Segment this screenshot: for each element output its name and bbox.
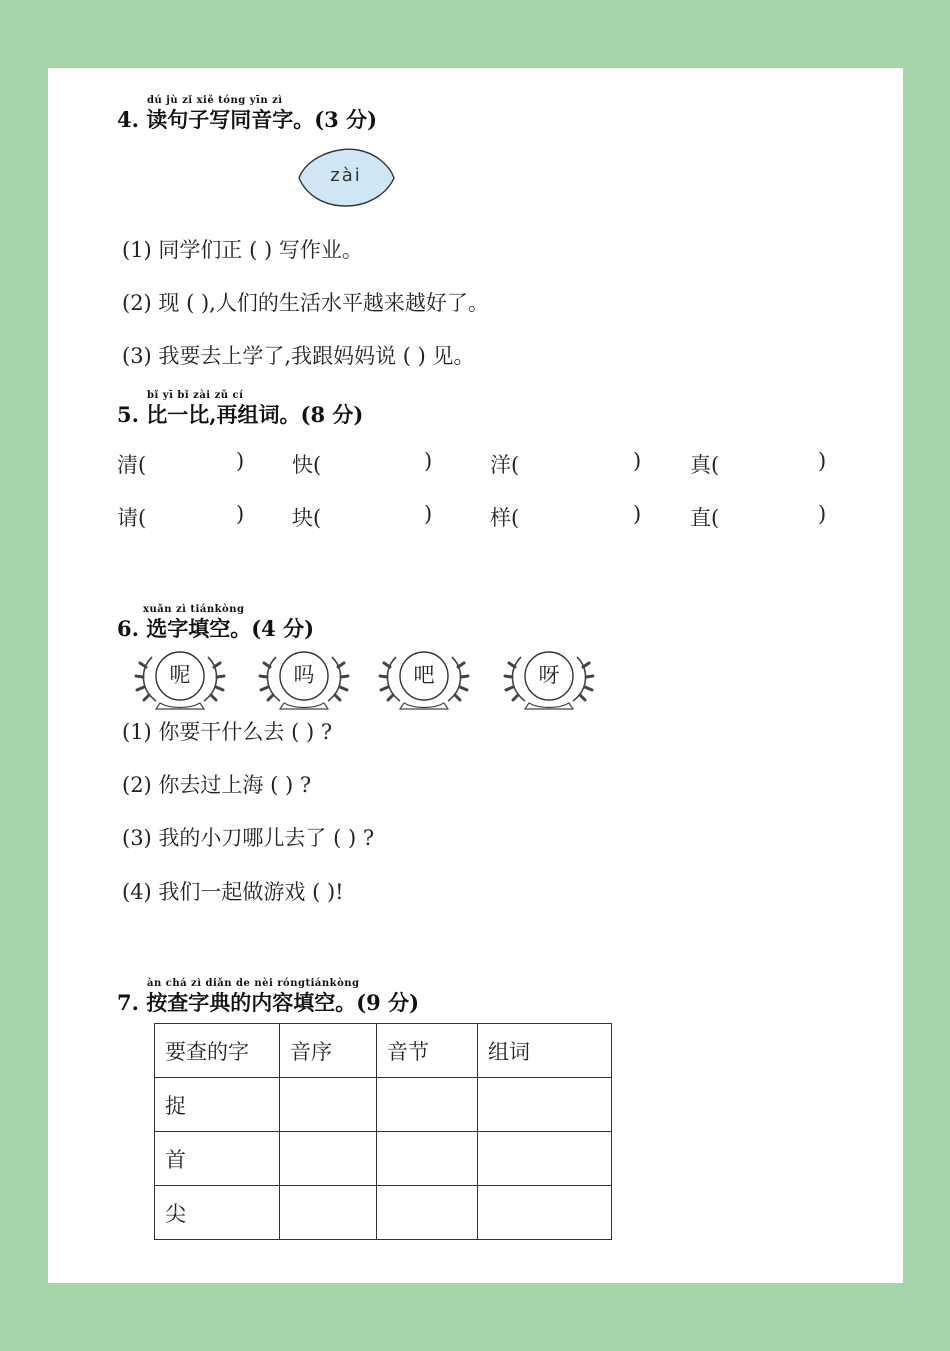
q6-line-1: (1) 你要干什么去 ( ) ? bbox=[122, 720, 333, 744]
table-answer-cell[interactable] bbox=[478, 1132, 612, 1186]
wreath-option bbox=[132, 647, 228, 713]
q6-title: 6. 选字填空。(4 分) bbox=[117, 616, 315, 641]
q5-word-cell: 清( bbox=[117, 453, 147, 477]
q5-close-paren: ) bbox=[818, 502, 827, 526]
wreath-option-char: 吗 bbox=[293, 663, 315, 687]
q5-word-cell: 真( bbox=[690, 453, 720, 477]
q5-word-cell: 洋( bbox=[490, 453, 520, 477]
table-header-row bbox=[155, 1024, 612, 1078]
q5-close-paren: ) bbox=[818, 449, 827, 473]
table-header-cell: 音节 bbox=[377, 1024, 478, 1078]
table-header-cell: 音序 bbox=[280, 1024, 377, 1078]
q4-title: 4. 读句子写同音字。(3 分) bbox=[117, 107, 378, 132]
q5-close-paren: ) bbox=[424, 449, 433, 473]
table-char-cell: 首 bbox=[155, 1132, 280, 1186]
wreath-option bbox=[376, 647, 472, 713]
pinyin-bubble bbox=[296, 144, 396, 208]
q7-title: 7. 按查字典的内容填空。(9 分) bbox=[117, 990, 420, 1015]
q6-line-2: (2) 你去过上海 ( ) ? bbox=[122, 773, 312, 797]
q5-pinyin: bǐ yī bǐ zài zǔ cí bbox=[147, 390, 244, 401]
q6-line-3: (3) 我的小刀哪儿去了 ( ) ? bbox=[122, 826, 375, 850]
table-char-cell: 捉 bbox=[155, 1078, 280, 1132]
q4-line-3: (3) 我要去上学了,我跟妈妈说 ( ) 见。 bbox=[122, 344, 475, 368]
wreath-option-char: 呢 bbox=[169, 663, 191, 687]
table-answer-cell[interactable] bbox=[280, 1078, 377, 1132]
q5-word-cell: 样( bbox=[490, 506, 520, 530]
wreath-option bbox=[256, 647, 352, 713]
table-header-cell: 要查的字 bbox=[155, 1024, 280, 1078]
q6-line-4: (4) 我们一起做游戏 ( )! bbox=[122, 880, 344, 904]
q4-line-2: (2) 现 ( ),人们的生活水平越来越好了。 bbox=[122, 291, 489, 315]
table-answer-cell[interactable] bbox=[478, 1186, 612, 1240]
table-answer-cell[interactable] bbox=[377, 1132, 478, 1186]
q4-pinyin: dú jù zǐ xiě tóng yīn zì bbox=[147, 95, 283, 106]
table-answer-cell[interactable] bbox=[377, 1186, 478, 1240]
table-row bbox=[155, 1078, 612, 1132]
q5-word-cell: 请( bbox=[117, 506, 147, 530]
wreath-option-char: 呀 bbox=[538, 663, 560, 687]
table-char-cell: 尖 bbox=[155, 1186, 280, 1240]
table-answer-cell[interactable] bbox=[377, 1078, 478, 1132]
table-header-cell: 组词 bbox=[478, 1024, 612, 1078]
wreath-option bbox=[501, 647, 597, 713]
table-row bbox=[155, 1132, 612, 1186]
dictionary-table bbox=[154, 1023, 612, 1240]
q6-pinyin: xuǎn zì tiánkòng bbox=[143, 604, 245, 615]
q5-close-paren: ) bbox=[236, 449, 245, 473]
q5-close-paren: ) bbox=[424, 502, 433, 526]
wreath-option-char: 吧 bbox=[413, 663, 435, 687]
q5-word-cell: 直( bbox=[690, 506, 720, 530]
table-answer-cell[interactable] bbox=[280, 1186, 377, 1240]
q5-word-cell: 块( bbox=[292, 506, 322, 530]
q5-close-paren: ) bbox=[236, 502, 245, 526]
bubble-pinyin-text: zài bbox=[330, 165, 362, 186]
q5-close-paren: ) bbox=[633, 449, 642, 473]
q5-title: 5. 比一比,再组词。(8 分) bbox=[117, 402, 364, 427]
q5-word-cell: 快( bbox=[292, 453, 322, 477]
table-answer-cell[interactable] bbox=[280, 1132, 377, 1186]
q5-close-paren: ) bbox=[633, 502, 642, 526]
q4-line-1: (1) 同学们正 ( ) 写作业。 bbox=[122, 238, 363, 262]
q7-pinyin: àn chá zì diǎn de nèi róngtiánkòng bbox=[147, 978, 360, 989]
table-row bbox=[155, 1186, 612, 1240]
table-answer-cell[interactable] bbox=[478, 1078, 612, 1132]
